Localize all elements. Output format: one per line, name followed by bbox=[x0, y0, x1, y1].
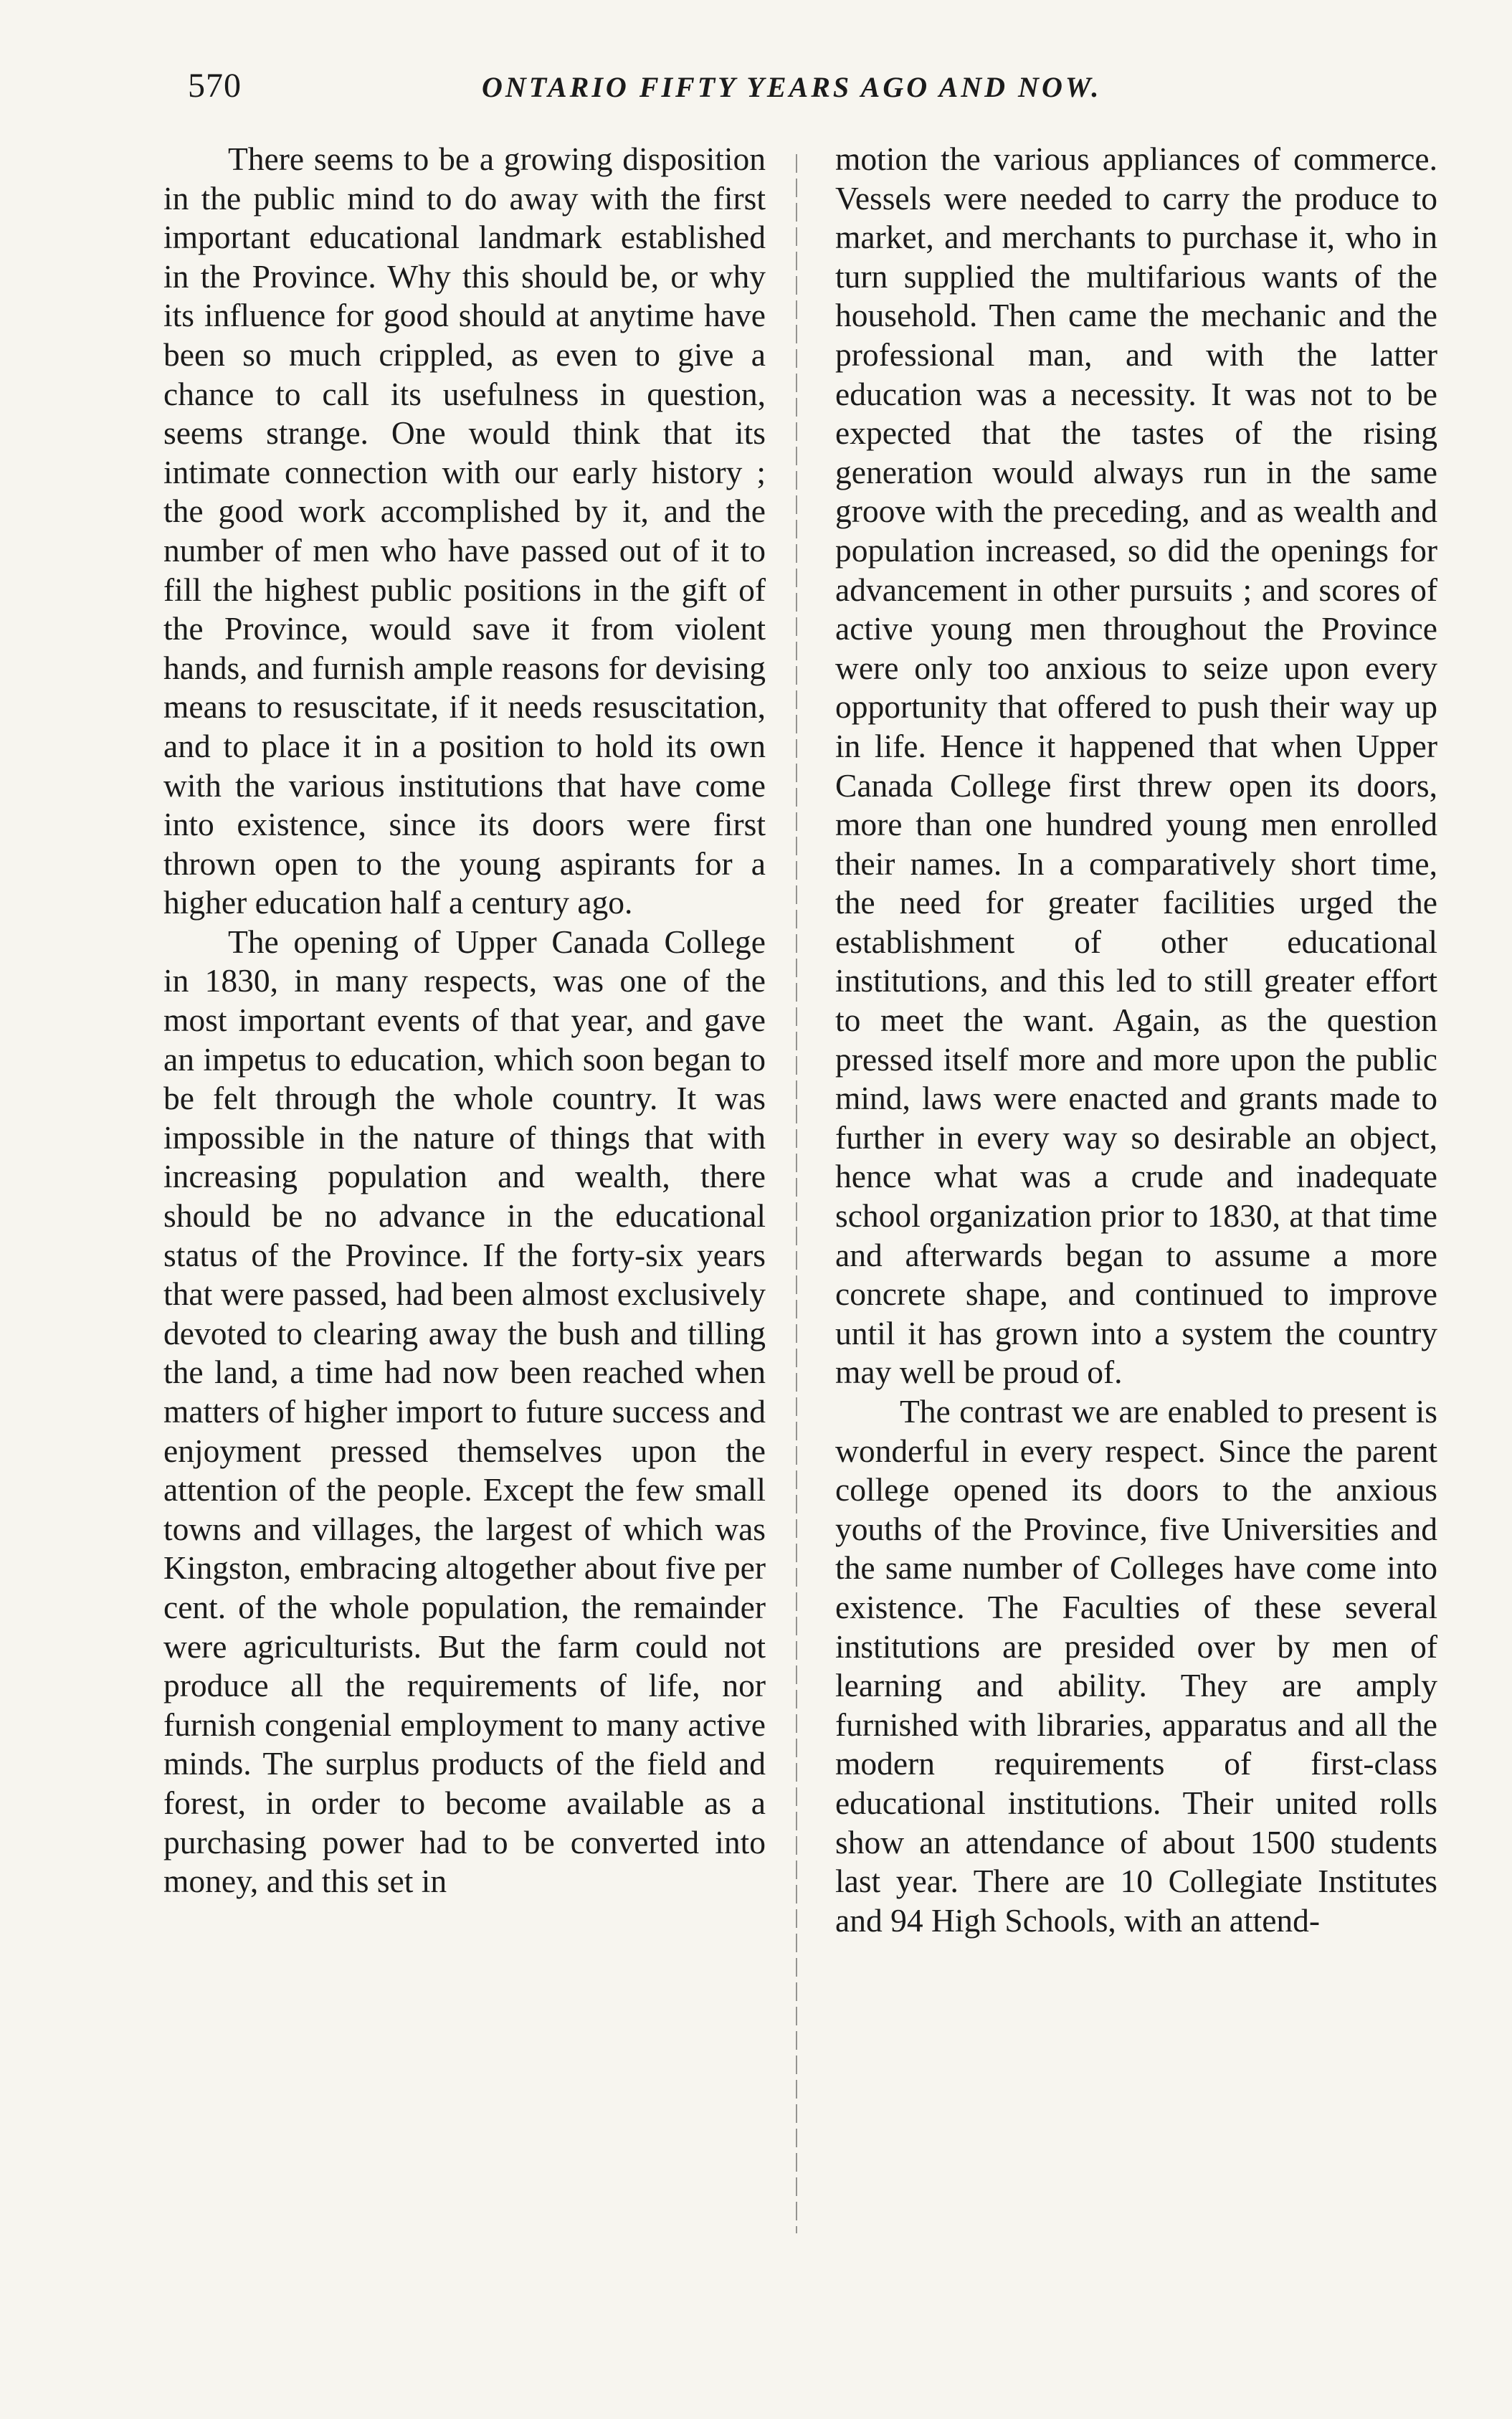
paragraph-continuation: motion the various appliances of commerce. Vessels were needed to carry the produce to market, and merchants to purchase it, who in turn supplied the multifarious wants of the household. Then came the mechanic and the professional man, and with the latter education was a necessity. It was not to be expected that the tastes of the rising generation would always run in the same groove with the preceding, and as wealth and population increased, so did the openings for advancement in other pursuits ; and scores of active young men throughout the Province were only too anxious to seize upon every opportunity that offered to push their way up in life. Hence it happened that when Upper Canada College first threw open its doors, more than one hundred young men enrolled their names. In a comparatively short time, the need for greater facilities urged the establishment of other educational institutions, and this led to still greater effort to meet the want. Again, as the question pressed itself more and more upon the public mind, laws were enacted and grants made to further in every way so desirable an object, hence what was a crude and inadequate school organization prior to 1830, at that time and afterwards began to assume a more concrete shape, and continued to improve until it has grown into a system the country may well be proud of. bbox=[835, 141, 1437, 1391]
page-header bbox=[188, 66, 1163, 116]
page-number: 570 bbox=[188, 67, 242, 105]
left-column bbox=[163, 140, 766, 1901]
paragraph: The contrast we are enabled to present is wonderful in every respect. Since the parent college opened its doors to the anxious youths of the Province, five Universities and the same number of Colleges have come into existence. The Faculties of these several institutions are presided over by men of learning and ability. They are amply furnished with libraries, apparatus and all the modern requirements of first-class educational institutions. Their united rolls show an attendance of about 1500 students last year. There are 10 Collegiate Institutes and 94 High Schools, with an attend- bbox=[835, 1393, 1437, 1939]
column-divider bbox=[796, 154, 797, 2233]
right-column bbox=[835, 140, 1437, 1940]
running-title: ONTARIO FIFTY YEARS AGO AND NOW. bbox=[482, 71, 1102, 103]
paragraph: The opening of Upper Canada College in 1830, in many respects, was one of the most important events of that year, and gave an impetus to education, which soon began to be felt through the whole country. It was impossible in the nature of things that with increasing population and wealth, there should be no advance in the educational status of the Province. If the forty-six years that were passed, had been almost exclusively devoted to clearing away the bush and tilling the land, a time had now been reached when matters of higher import to future success and enjoyment pressed themselves upon the attention of the people. Except the few small towns and villages, the largest of which was Kingston, embracing altogether about five per cent. of the whole population, the remainder were agriculturists. But the farm could not produce all the requirements of life, nor furnish congenial employment to many active minds. The surplus products of the field and forest, in order to become available as a purchasing power had to be converted into money, and this set in bbox=[163, 923, 766, 1900]
paragraph: There seems to be a growing disposition in the public mind to do away with the first important educational landmark established in the Province. Why this should be, or why its influence for good should at anytime have been so much crippled, as even to give a chance to call its usefulness in question, seems strange. One would think that its intimate connection with our early history ; the good work accomplished by it, and the number of men who have passed out of it to fill the highest public positions in the gift of the Province, would save it from violent hands, and furnish ample reasons for devising means to resuscitate, if it needs resuscitation, and to place it in a position to hold its own with the various institutions that have come into existence, since its doors were first thrown open to the young aspirants for a higher education half a century ago. bbox=[163, 141, 766, 921]
